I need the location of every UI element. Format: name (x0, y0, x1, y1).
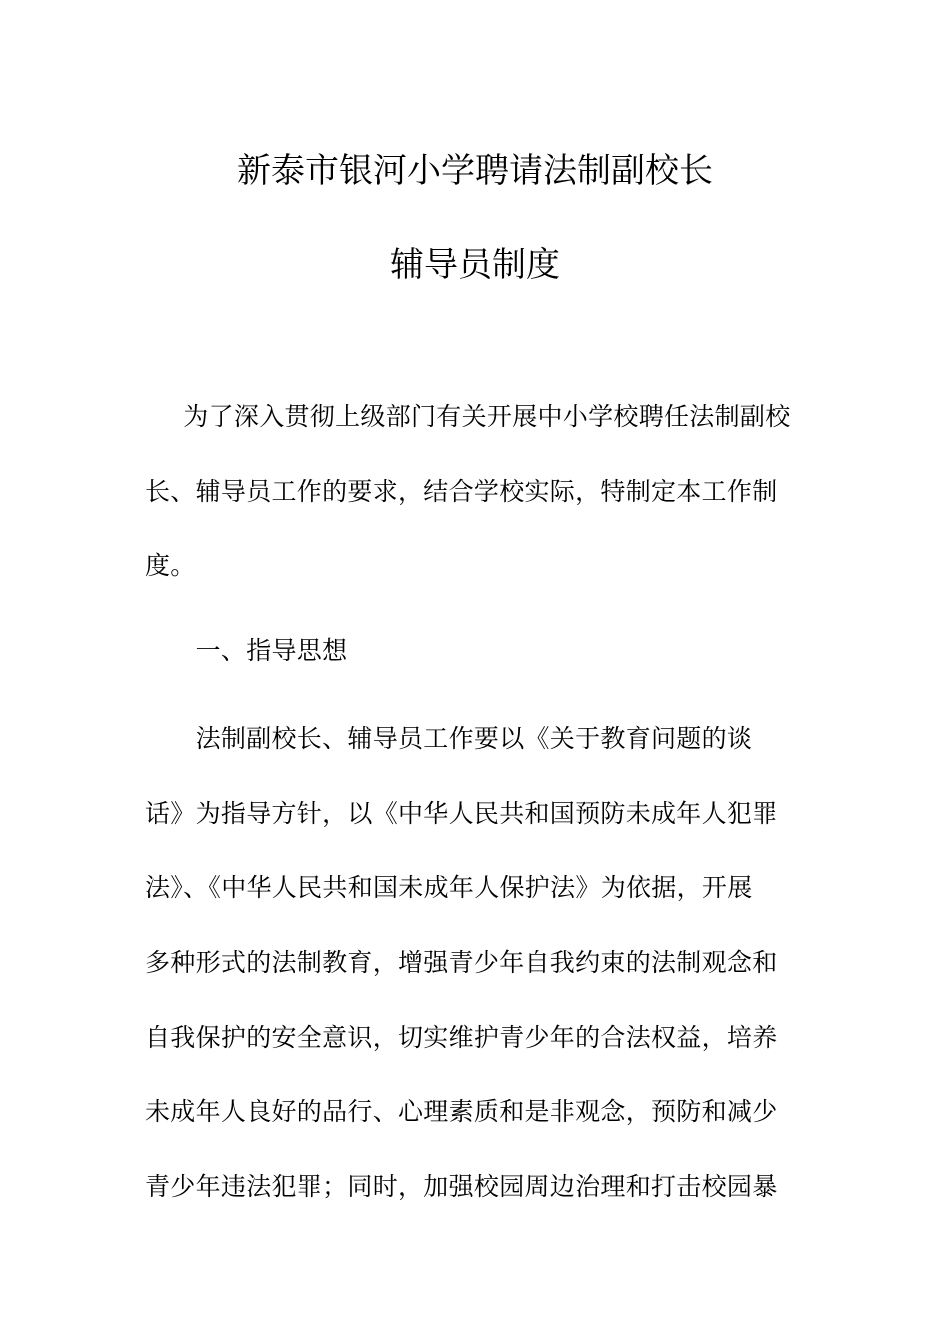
section1-heading: 一、指导思想 (145, 636, 348, 665)
body-line-4: 多种形式的法制教育，增强青少年自我约束的法制观念和 (145, 948, 778, 977)
body-line-1: 法制副校长、辅导员工作要以《关于教育问题的谈 (145, 724, 753, 753)
body-line-5: 自我保护的安全意识，切实维护青少年的合法权益，培养 (145, 1023, 778, 1052)
document-title-line2: 辅导员制度 (390, 245, 560, 285)
body-line-6: 未成年人良好的品行、心理素质和是非观念，预防和减少 (145, 1097, 778, 1126)
document-title-line1: 新泰市银河小学聘请法制副校长 (237, 151, 713, 191)
body-line-7: 青少年违法犯罪；同时，加强校园周边治理和打击校园暴 (145, 1172, 778, 1201)
body-line-3: 法》、《中华人民共和国未成年人保护法》为依据，开展 (145, 873, 753, 902)
intro-line-1: 为了深入贯彻上级部门有关开展中小学校聘任法制副校 (158, 402, 791, 431)
intro-line-2: 长、辅导员工作的要求，结合学校实际，特制定本工作制 (145, 477, 778, 506)
body-line-2: 话》为指导方针，以《中华人民共和国预防未成年人犯罪 (145, 799, 778, 828)
intro-line-3: 度。 (145, 551, 196, 580)
